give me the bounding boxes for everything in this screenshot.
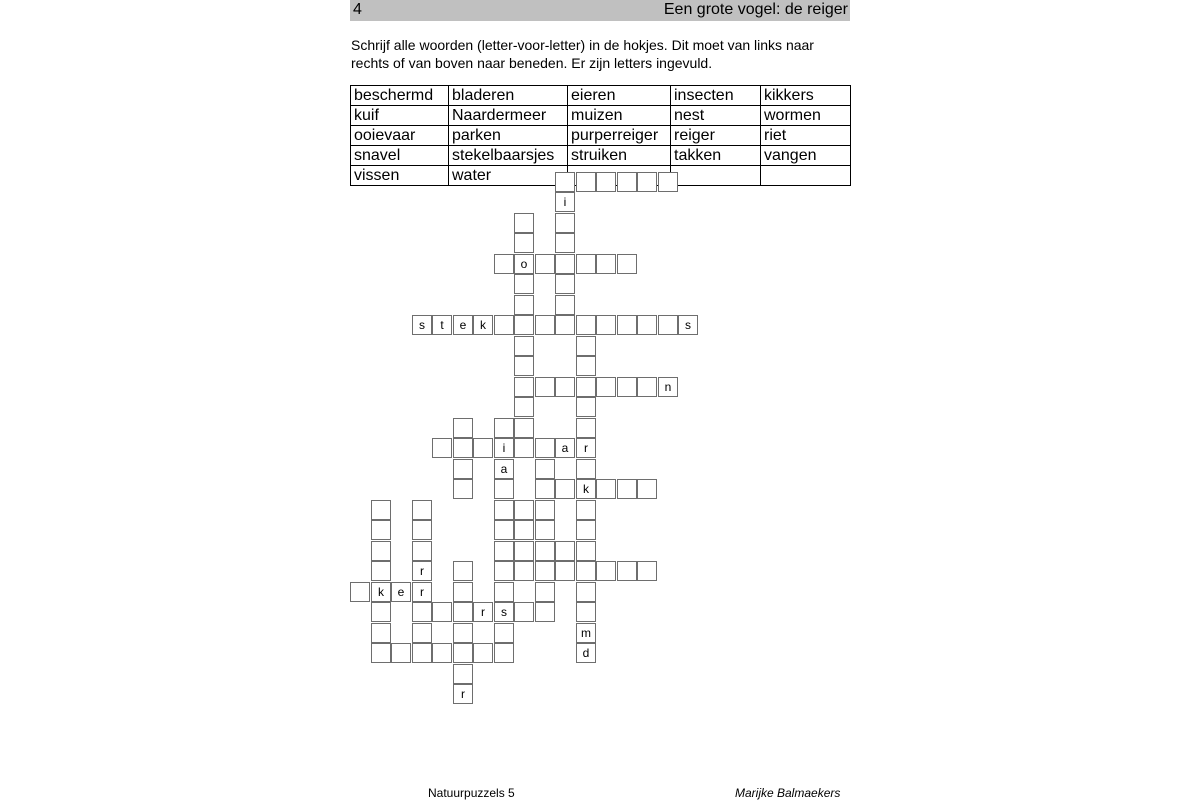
crossword-cell[interactable] [412,500,432,520]
crossword-cell[interactable] [576,254,596,274]
crossword-cell[interactable] [494,541,514,561]
crossword-cell[interactable] [555,254,575,274]
crossword-cell[interactable] [514,602,534,622]
crossword-cell[interactable] [432,602,452,622]
crossword-cell[interactable] [371,623,391,643]
crossword-cell[interactable] [576,397,596,417]
word-cell: vissen [351,166,449,186]
crossword-cell[interactable] [514,213,534,233]
crossword-cell[interactable] [453,643,473,663]
crossword-cell[interactable] [494,520,514,540]
crossword-cell[interactable]: a [555,438,575,458]
crossword-cell[interactable] [453,664,473,684]
word-cell: kuif [351,106,449,126]
word-cell: bladeren [449,86,568,106]
crossword-cell[interactable] [535,602,555,622]
crossword-cell[interactable] [371,541,391,561]
crossword-cell[interactable] [514,418,534,438]
crossword-cell[interactable] [617,561,637,581]
word-cell: water [449,166,568,186]
crossword-cell[interactable]: a [494,459,514,479]
crossword-cell[interactable] [514,315,534,335]
crossword-cell[interactable]: r [576,438,596,458]
crossword-cell[interactable]: s [494,602,514,622]
crossword-cell[interactable] [494,254,514,274]
word-cell: nest [671,106,761,126]
crossword-cell[interactable] [453,561,473,581]
footer-book-title: Natuurpuzzels 5 [428,786,515,800]
crossword-cell[interactable] [637,479,657,499]
crossword-cell[interactable] [535,254,555,274]
crossword-cell[interactable]: e [453,315,473,335]
crossword-cell[interactable]: k [473,315,493,335]
word-cell: eieren [568,86,671,106]
word-cell: purperreiger [568,126,671,146]
crossword-cell[interactable] [596,315,616,335]
crossword-cell[interactable]: i [494,438,514,458]
word-cell: snavel [351,146,449,166]
crossword-cell[interactable] [596,254,616,274]
crossword-cell[interactable] [637,172,657,192]
crossword-cell[interactable] [494,500,514,520]
crossword-cell[interactable] [391,643,411,663]
crossword-cell[interactable] [412,602,432,622]
crossword-cell[interactable] [576,541,596,561]
crossword-cell[interactable] [412,541,432,561]
crossword-cell[interactable] [371,500,391,520]
word-cell: muizen [568,106,671,126]
crossword-cell[interactable] [514,356,534,376]
crossword-cell[interactable]: n [658,377,678,397]
crossword-cell[interactable] [412,643,432,663]
crossword-cell[interactable]: r [412,582,432,602]
word-cell: riet [761,126,851,146]
table-row [351,86,851,106]
crossword-cell[interactable] [473,643,493,663]
crossword-cell[interactable] [453,418,473,438]
instructions: Schrijf alle woorden (letter-voor-letter) in de hokjes. Dit moet van links naar rechts of van boven naar beneden. Er zijn letters ingevuld. [351,37,814,71]
crossword-cell[interactable] [494,418,514,438]
crossword-cell[interactable] [617,254,637,274]
crossword-cell[interactable] [453,438,473,458]
crossword-cell[interactable] [514,377,534,397]
crossword-cell[interactable] [535,459,555,479]
footer-author: Marijke Balmaekers [735,786,841,800]
crossword-cell[interactable] [617,172,637,192]
crossword-cell[interactable] [555,295,575,315]
crossword-cell[interactable] [637,315,657,335]
word-cell: takken [671,146,761,166]
word-cell: ooievaar [351,126,449,146]
page-title: Een grote vogel: de reiger [663,1,848,18]
crossword-cell[interactable] [494,315,514,335]
crossword-cell[interactable] [453,582,473,602]
table-row [351,126,851,146]
crossword-cell[interactable]: i [555,192,575,212]
word-cell: struiken [568,146,671,166]
page-number: 4 [353,1,362,18]
crossword-cell[interactable]: r [453,684,473,704]
crossword-cell[interactable] [514,438,534,458]
crossword-cell[interactable] [658,315,678,335]
crossword-cell[interactable] [576,315,596,335]
crossword-cell[interactable] [576,377,596,397]
word-cell: Naardermeer [449,106,568,126]
crossword-cell[interactable] [535,500,555,520]
crossword-cell[interactable]: k [576,479,596,499]
crossword-cell[interactable] [596,172,616,192]
crossword-cell[interactable] [535,377,555,397]
crossword-cell[interactable] [555,541,575,561]
word-cell: insecten [671,86,761,106]
crossword-cell[interactable] [617,315,637,335]
crossword-cell[interactable] [535,479,555,499]
crossword-cell[interactable]: t [432,315,452,335]
crossword-cell[interactable] [412,520,432,540]
crossword-cell[interactable] [617,479,637,499]
crossword-cell[interactable] [412,623,432,643]
crossword-cell[interactable] [637,377,657,397]
crossword-cell[interactable] [596,479,616,499]
crossword-cell[interactable] [576,602,596,622]
crossword-cell[interactable] [535,561,555,581]
crossword-cell[interactable] [555,315,575,335]
crossword-cell[interactable] [514,274,534,294]
crossword-cell[interactable] [432,438,452,458]
crossword-cell[interactable] [576,520,596,540]
crossword-cell[interactable] [514,295,534,315]
word-cell: vangen [761,146,851,166]
word-cell: reiger [671,126,761,146]
crossword-cell[interactable] [350,582,370,602]
word-cell: kikkers [761,86,851,106]
crossword-cell[interactable] [371,520,391,540]
crossword-cell[interactable] [494,582,514,602]
crossword-cell[interactable]: r [412,561,432,581]
crossword-cell[interactable] [371,561,391,581]
crossword-cell[interactable] [555,561,575,581]
table-row [351,106,851,126]
crossword-cell[interactable] [535,541,555,561]
crossword-cell[interactable] [432,643,452,663]
crossword-cell[interactable] [576,418,596,438]
crossword-cell[interactable] [494,623,514,643]
crossword-cell[interactable] [453,602,473,622]
crossword-cell[interactable] [371,602,391,622]
word-list-table [350,85,851,186]
crossword-cell[interactable]: e [391,582,411,602]
crossword-cell[interactable] [514,561,534,581]
crossword-cell[interactable] [535,315,555,335]
crossword-cell[interactable] [576,500,596,520]
crossword-cell[interactable] [576,336,596,356]
crossword-cell[interactable]: r [473,602,493,622]
crossword-cell[interactable] [555,213,575,233]
word-cell [761,166,851,186]
crossword-cell[interactable]: m [576,623,596,643]
crossword-cell[interactable] [535,520,555,540]
crossword-cell[interactable]: s [412,315,432,335]
crossword-cell[interactable] [596,377,616,397]
crossword-cell[interactable] [453,479,473,499]
crossword-cell[interactable] [576,561,596,581]
crossword-cell[interactable] [453,459,473,479]
word-cell: beschermd [351,86,449,106]
crossword-cell[interactable] [576,459,596,479]
crossword-cell[interactable] [371,643,391,663]
crossword-cell[interactable] [637,561,657,581]
crossword-cell[interactable] [494,479,514,499]
crossword-cell[interactable] [576,172,596,192]
word-cell: stekelbaarsjes [449,146,568,166]
crossword-cell[interactable] [494,561,514,581]
crossword-cell[interactable] [514,397,534,417]
crossword-cell[interactable]: k [371,582,391,602]
crossword-cell[interactable] [576,356,596,376]
crossword-cell[interactable] [453,623,473,643]
crossword-cell[interactable]: o [514,254,534,274]
crossword-cell[interactable] [555,233,575,253]
crossword-cell[interactable] [473,438,493,458]
crossword-cell[interactable] [535,582,555,602]
crossword-cell[interactable] [514,500,534,520]
word-cell: wormen [761,106,851,126]
crossword-cell[interactable] [514,541,534,561]
table-row [351,146,851,166]
word-cell: parken [449,126,568,146]
crossword-cell[interactable] [494,643,514,663]
crossword-cell[interactable] [555,377,575,397]
crossword-cell[interactable] [576,582,596,602]
crossword-cell[interactable] [555,274,575,294]
crossword-cell[interactable] [555,172,575,192]
crossword-cell[interactable] [658,172,678,192]
word-cell [671,166,761,186]
crossword-cell[interactable] [514,520,534,540]
crossword-cell[interactable] [514,336,534,356]
crossword-cell[interactable] [535,438,555,458]
crossword-cell[interactable]: s [678,315,698,335]
crossword-cell[interactable] [596,561,616,581]
crossword-cell[interactable] [555,479,575,499]
crossword-cell[interactable]: d [576,643,596,663]
crossword-cell[interactable] [514,233,534,253]
crossword-cell[interactable] [617,377,637,397]
